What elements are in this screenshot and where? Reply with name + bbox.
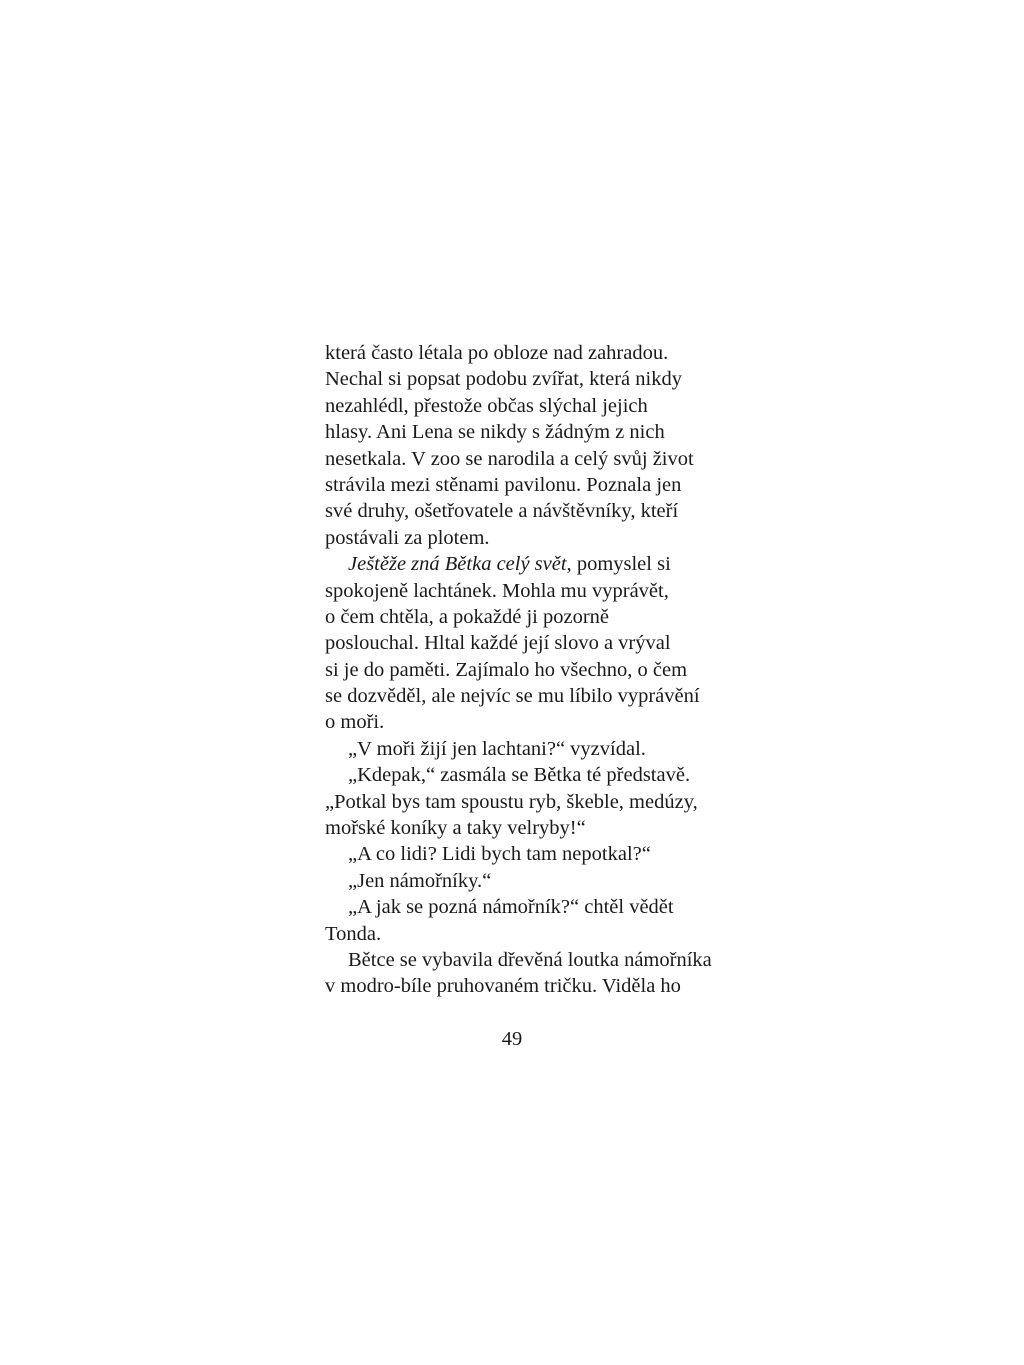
text-line: „V moři žijí jen lachtani?“ vyzvídal. xyxy=(348,737,646,760)
text-line: která často létala po obloze nad zahradou. xyxy=(325,342,669,364)
text-line: poslouchal. Hltal každé její slovo a vrýval xyxy=(325,632,671,655)
text-line: nezahlédl, přestože občas slýchal jejich xyxy=(325,394,648,417)
text-line: „Potkal bys tam spoustu ryb, škeble, medúzy, xyxy=(325,790,698,813)
body-text xyxy=(325,340,725,1000)
text-line: si je do paměti. Zajímalo ho všechno, o čem xyxy=(325,658,688,681)
text-line: o čem chtěla, a pokaždé ji pozorně xyxy=(325,605,610,628)
text-line: se dozvěděl, ale nejvíc se mu líbilo vyprávění xyxy=(325,685,700,708)
italic-thought: Ještěže zná Bětka celý svět, xyxy=(348,553,572,576)
text-line: v modro-bíle pruhovaném tričku. Viděla ho xyxy=(325,975,681,998)
text-line: „A co lidi? Lidi bych tam nepotkal?“ xyxy=(348,843,651,866)
text-line: „Jen námořníky.“ xyxy=(348,869,492,892)
text-line: o moři. xyxy=(325,711,385,734)
text-line: nesetkala. V zoo se narodila a celý svůj život xyxy=(325,447,694,470)
text-line: „Kdepak,“ zasmála se Bětka té představě. xyxy=(348,764,691,787)
page-number: 49 xyxy=(501,1028,523,1050)
text-line: Nechal si popsat podobu zvířat, která nikdy xyxy=(325,368,682,391)
text-line: spokojeně lachtánek. Mohla mu vyprávět, xyxy=(325,579,669,602)
text-line: postávali za plotem. xyxy=(325,526,490,549)
text-line: Tonda. xyxy=(325,922,382,945)
text-line xyxy=(325,551,725,577)
text-line: „A jak se pozná námořník?“ chtěl vědět xyxy=(348,896,674,919)
text-line: mořské koníky a taky velryby!“ xyxy=(325,817,586,840)
text-line: Bětce se vybavila dřevěná loutka námořníka xyxy=(348,948,712,971)
text-line: hlasy. Ani Lena se nikdy s žádným z nich xyxy=(325,421,665,444)
text-line: své druhy, ošetřovatele a návštěvníky, kteří xyxy=(325,500,679,523)
text-line: strávila mezi stěnami pavilonu. Poznala jen xyxy=(325,473,682,496)
text-line-rest: pomyslel si xyxy=(571,553,671,576)
